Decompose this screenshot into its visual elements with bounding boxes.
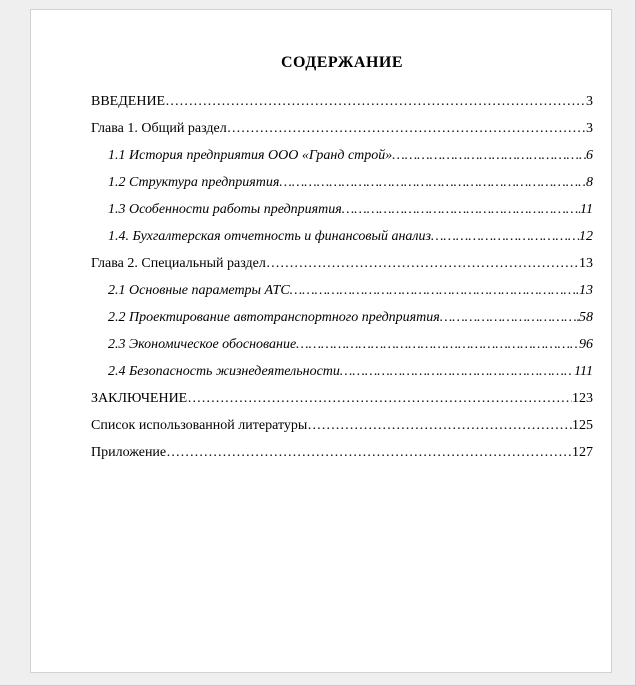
toc-entry-label: Список использованной литературы: [91, 418, 308, 433]
document-page: [30, 9, 612, 673]
dot-leader: [266, 250, 579, 277]
toc-entry: [91, 142, 593, 169]
toc-entry: [91, 439, 593, 466]
toc-entry-page: 123: [572, 391, 593, 406]
dot-leader: [440, 304, 579, 331]
toc-entry: [91, 358, 593, 385]
table-of-contents: [91, 88, 593, 466]
dot-leader: [279, 169, 586, 196]
toc-entry-label: ВВЕДЕНИЕ: [91, 94, 166, 109]
toc-entry-page: 6: [586, 148, 593, 163]
toc-entry: [91, 169, 593, 196]
toc-entry-label: Глава 1. Общий раздел: [91, 121, 227, 136]
dot-leader: [431, 223, 579, 250]
toc-entry-page: 125: [572, 418, 593, 433]
dot-leader: [187, 385, 572, 412]
toc-entry-page: 96: [579, 337, 593, 352]
toc-entry-page: 127: [572, 445, 593, 460]
toc-entry-page: 13: [579, 256, 593, 271]
document-content: [31, 10, 611, 466]
toc-entry-page: 3: [586, 121, 593, 136]
dot-leader: [340, 358, 574, 385]
dot-leader: [166, 439, 572, 466]
toc-entry: [91, 331, 593, 358]
toc-entry: [91, 223, 593, 250]
dot-leader: [165, 88, 586, 115]
toc-entry-label: ЗАКЛЮЧЕНИЕ: [91, 391, 188, 406]
toc-entry: [91, 385, 593, 412]
toc-entry-page: 58: [579, 310, 593, 325]
toc-entry-page: 12: [579, 229, 593, 244]
dot-leader: [296, 331, 579, 358]
toc-entry-label: 1.1 История предприятия ООО «Гранд строй»: [108, 148, 393, 163]
page-title: СОДЕРЖАНИЕ: [280, 54, 404, 71]
toc-entry-label: 2.2 Проектирование автотранспортного предприятия: [108, 310, 440, 325]
dot-leader: [342, 196, 580, 223]
toc-entry-label: 1.2 Структура предприятия: [108, 175, 280, 190]
toc-entry: [91, 412, 593, 439]
toc-entry-label: Приложение: [91, 445, 167, 460]
toc-entry-label: 1.4. Бухгалтерская отчетность и финансовый анализ: [108, 229, 431, 244]
dot-leader: [307, 412, 572, 439]
toc-entry-page: 111: [574, 364, 593, 379]
dot-leader: [227, 115, 586, 142]
toc-entry-label: 2.3 Экономическое обоснование: [108, 337, 297, 352]
toc-entry-page: 3: [586, 94, 593, 109]
toc-entry-label: 1.3 Особенности работы предприятия: [108, 202, 342, 217]
toc-entry: [91, 88, 593, 115]
toc-entry: [91, 115, 593, 142]
toc-entry: [91, 304, 593, 331]
dot-leader: [290, 277, 579, 304]
toc-entry-page: 11: [580, 202, 593, 217]
toc-entry: [91, 196, 593, 223]
toc-entry-label: 2.4 Безопасность жизнедеятельности: [108, 364, 340, 379]
toc-entry-page: 8: [586, 175, 593, 190]
dot-leader: [392, 142, 586, 169]
toc-entry-label: 2.1 Основные параметры АТС: [108, 283, 290, 298]
toc-entry: [91, 277, 593, 304]
toc-entry: [91, 250, 593, 277]
toc-entry-label: Глава 2. Специальный раздел: [91, 256, 266, 271]
toc-entry-page: 13: [579, 283, 593, 298]
